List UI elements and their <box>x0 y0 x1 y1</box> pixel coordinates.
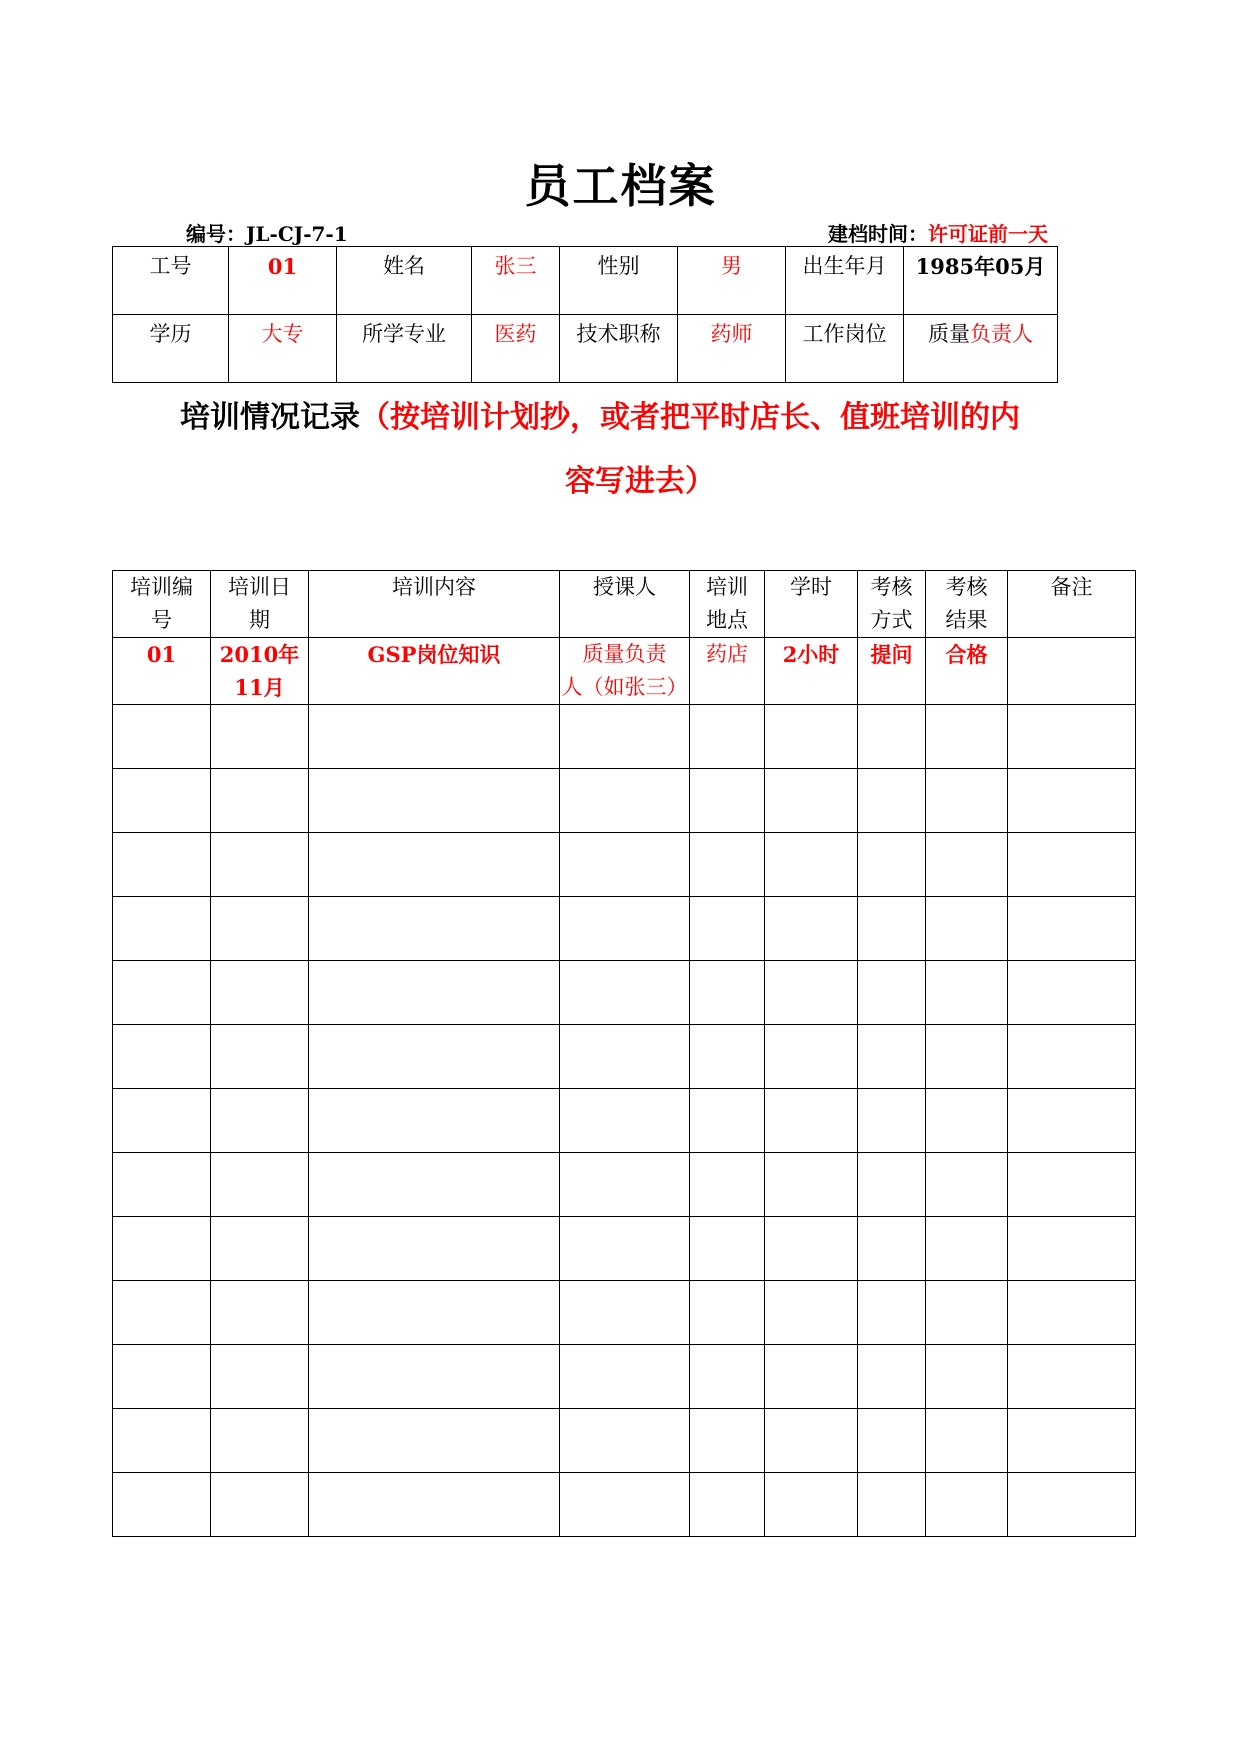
training-section-heading <box>180 386 1060 514</box>
training-number-cell[interactable] <box>113 1409 211 1473</box>
training-date-cell[interactable] <box>211 1153 309 1217</box>
training-number-cell[interactable] <box>113 897 211 961</box>
training-number-cell[interactable] <box>113 705 211 769</box>
job-post-value-black: 质量 <box>928 322 970 346</box>
training-date-line1: 2010年 <box>219 642 300 667</box>
trainer-cell[interactable] <box>560 1025 690 1089</box>
training-content-cell[interactable] <box>309 769 560 833</box>
training-number-cell[interactable] <box>113 1089 211 1153</box>
assessment-result-cell[interactable] <box>926 1217 1008 1281</box>
remarks-cell[interactable] <box>1008 1217 1136 1281</box>
training-hours-cell[interactable] <box>765 897 858 961</box>
trainer-line1: 质量负责 <box>582 642 667 666</box>
assessment-method-cell[interactable] <box>858 1089 926 1153</box>
training-content-cell[interactable]: GSP岗位知识 <box>309 638 560 705</box>
header-remarks <box>1008 571 1136 638</box>
training-content-cell[interactable] <box>309 1153 560 1217</box>
trainer-cell[interactable] <box>560 897 690 961</box>
file-date-label: 建档时间： <box>828 222 928 246</box>
header-assessment-result <box>926 571 1008 638</box>
table-row <box>113 1153 1136 1217</box>
header-assessment-method <box>858 571 926 638</box>
trainer-cell[interactable] <box>560 1473 690 1537</box>
training-content-cell[interactable] <box>309 961 560 1025</box>
trainer-cell[interactable] <box>560 1409 690 1473</box>
assessment-result-cell[interactable]: 合格 <box>926 638 1008 705</box>
training-hours-cell[interactable]: 2小时 <box>765 638 858 705</box>
assessment-method-cell[interactable] <box>858 1473 926 1537</box>
training-hours-cell[interactable] <box>765 1089 858 1153</box>
assessment-method-cell[interactable] <box>858 1153 926 1217</box>
assessment-result-cell[interactable] <box>926 833 1008 897</box>
header-training-place-line: 培训 <box>706 575 748 599</box>
table-row <box>113 1409 1136 1473</box>
table-row <box>113 833 1136 897</box>
job-post-label: 工作岗位 <box>786 315 904 383</box>
training-hours-cell[interactable] <box>765 833 858 897</box>
training-date-cell[interactable] <box>211 1345 309 1409</box>
document-code-label: 编号： <box>186 222 246 246</box>
trainer-cell[interactable] <box>560 1345 690 1409</box>
training-place-cell[interactable] <box>690 705 765 769</box>
header-assessment-method-line: 考核 <box>870 575 913 599</box>
assessment-method-cell[interactable] <box>858 961 926 1025</box>
remarks-cell[interactable] <box>1008 833 1136 897</box>
training-hours-cell[interactable] <box>765 1473 858 1537</box>
training-number-cell[interactable] <box>113 1153 211 1217</box>
trainer-cell[interactable] <box>560 1153 690 1217</box>
training-place-cell[interactable] <box>690 833 765 897</box>
header-training-date-line: 期 <box>249 608 270 632</box>
document-code <box>186 218 348 247</box>
header-training-date <box>211 571 309 638</box>
remarks-cell[interactable] <box>1008 638 1136 705</box>
training-place-cell[interactable] <box>690 1345 765 1409</box>
training-place-cell[interactable] <box>690 1025 765 1089</box>
training-hours-cell[interactable] <box>765 1153 858 1217</box>
table-row <box>113 638 1136 705</box>
training-hours-cell[interactable] <box>765 705 858 769</box>
name-value[interactable]: 张三 <box>472 247 560 315</box>
training-number-cell[interactable] <box>113 1025 211 1089</box>
job-post-value[interactable] <box>904 315 1058 383</box>
header-training-place-line: 地点 <box>706 608 748 632</box>
trainer-line2: 人（如张三） <box>561 675 688 699</box>
assessment-result-cell[interactable] <box>926 1089 1008 1153</box>
header-assessment-result-line: 考核 <box>945 575 988 599</box>
assessment-method-cell[interactable] <box>858 1217 926 1281</box>
header-training-hours <box>765 571 858 638</box>
training-date-cell[interactable] <box>211 1217 309 1281</box>
info-row <box>113 247 1058 315</box>
table-row <box>113 1473 1136 1537</box>
gender-label: 性别 <box>560 247 678 315</box>
training-hours-cell[interactable] <box>765 1345 858 1409</box>
training-content-cell[interactable] <box>309 1089 560 1153</box>
table-row <box>113 1345 1136 1409</box>
training-content-cell[interactable] <box>309 1345 560 1409</box>
assessment-result-cell[interactable] <box>926 897 1008 961</box>
assessment-result-cell[interactable] <box>926 705 1008 769</box>
training-date-cell[interactable] <box>211 1025 309 1089</box>
header-assessment-method-line: 方式 <box>870 608 913 632</box>
training-place-cell[interactable] <box>690 769 765 833</box>
professional-title-value[interactable]: 药师 <box>678 315 786 383</box>
remarks-cell[interactable] <box>1008 1281 1136 1345</box>
training-place-cell[interactable] <box>690 961 765 1025</box>
header-assessment-result-line: 结果 <box>945 608 988 632</box>
gender-value[interactable]: 男 <box>678 247 786 315</box>
assessment-method-cell[interactable] <box>858 1025 926 1089</box>
training-date-cell[interactable] <box>211 705 309 769</box>
header-training-hours-line: 学时 <box>790 575 832 599</box>
table-row <box>113 1089 1136 1153</box>
assessment-method-cell[interactable] <box>858 1345 926 1409</box>
assessment-result-cell[interactable] <box>926 1281 1008 1345</box>
training-number-cell[interactable] <box>113 833 211 897</box>
training-hours-cell[interactable] <box>765 1409 858 1473</box>
trainer-cell[interactable] <box>560 1281 690 1345</box>
assessment-method-cell[interactable] <box>858 1281 926 1345</box>
training-date-cell[interactable] <box>211 769 309 833</box>
assessment-method-cell[interactable] <box>858 705 926 769</box>
remarks-cell[interactable] <box>1008 1089 1136 1153</box>
remarks-cell[interactable] <box>1008 1345 1136 1409</box>
training-content-cell[interactable] <box>309 1409 560 1473</box>
trainer-cell[interactable] <box>560 638 690 705</box>
header-trainer-line: 授课人 <box>593 575 656 599</box>
training-heading-main: 培训情况记录 <box>180 400 360 435</box>
trainer-cell[interactable] <box>560 1217 690 1281</box>
header-remarks-line: 备注 <box>1050 575 1093 599</box>
training-place-cell[interactable] <box>690 1217 765 1281</box>
employee-number-label: 工号 <box>113 247 229 315</box>
assessment-result-cell[interactable] <box>926 1153 1008 1217</box>
training-number-cell[interactable]: 01 <box>113 638 211 705</box>
remarks-cell[interactable] <box>1008 769 1136 833</box>
remarks-cell[interactable] <box>1008 1473 1136 1537</box>
remarks-cell[interactable] <box>1008 705 1136 769</box>
major-label: 所学专业 <box>337 315 472 383</box>
training-number-cell[interactable] <box>113 1281 211 1345</box>
header-training-date-line: 培训日 <box>228 575 291 599</box>
assessment-method-cell[interactable]: 提问 <box>858 638 926 705</box>
table-row <box>113 1025 1136 1089</box>
birth-date-label: 出生年月 <box>786 247 904 315</box>
document-code-value: JL-CJ-7-1 <box>246 222 348 246</box>
training-date-cell[interactable] <box>211 833 309 897</box>
training-date-cell[interactable] <box>211 1473 309 1537</box>
education-label: 学历 <box>113 315 229 383</box>
training-hours-cell[interactable] <box>765 1281 858 1345</box>
job-post-value-red: 负责人 <box>970 322 1033 346</box>
training-content-cell[interactable] <box>309 705 560 769</box>
training-number-cell[interactable] <box>113 961 211 1025</box>
assessment-result-cell[interactable] <box>926 1025 1008 1089</box>
training-content-cell[interactable] <box>309 897 560 961</box>
header-training-number <box>113 571 211 638</box>
training-record-table <box>112 570 1136 1537</box>
training-content-cell[interactable] <box>309 833 560 897</box>
training-hours-cell[interactable] <box>765 769 858 833</box>
header-training-number-line: 培训编 <box>130 575 193 599</box>
remarks-cell[interactable] <box>1008 1153 1136 1217</box>
training-number-cell[interactable] <box>113 1217 211 1281</box>
table-row <box>113 705 1136 769</box>
table-row <box>113 1217 1136 1281</box>
header-training-content <box>309 571 560 638</box>
training-place-cell[interactable] <box>690 1153 765 1217</box>
training-hours-cell[interactable] <box>765 1025 858 1089</box>
file-date-value: 许可证前一天 <box>928 222 1048 246</box>
page-title: 员工档案 <box>524 159 717 213</box>
training-date-cell[interactable] <box>211 897 309 961</box>
table-header-row <box>113 571 1136 638</box>
training-heading-note-2: 容写进去） <box>565 464 715 499</box>
training-date-cell[interactable] <box>211 638 309 705</box>
assessment-method-cell[interactable] <box>858 833 926 897</box>
trainer-cell[interactable] <box>560 961 690 1025</box>
training-content-cell[interactable] <box>309 1281 560 1345</box>
employee-number-value[interactable]: 01 <box>229 247 337 315</box>
education-value[interactable]: 大专 <box>229 315 337 383</box>
training-date-line2: 11月 <box>234 675 285 700</box>
training-place-cell[interactable] <box>690 897 765 961</box>
assessment-result-cell[interactable] <box>926 1409 1008 1473</box>
training-place-cell[interactable] <box>690 1409 765 1473</box>
remarks-cell[interactable] <box>1008 1025 1136 1089</box>
header-training-content-line: 培训内容 <box>392 575 476 599</box>
info-row <box>113 315 1058 383</box>
assessment-method-cell[interactable] <box>858 897 926 961</box>
training-heading-note-1: （按培训计划抄，或者把平时店长、值班培训的内 <box>360 400 1020 435</box>
training-date-cell[interactable] <box>211 961 309 1025</box>
header-trainer <box>560 571 690 638</box>
assessment-result-cell[interactable] <box>926 1345 1008 1409</box>
training-content-cell[interactable] <box>309 1217 560 1281</box>
training-hours-cell[interactable] <box>765 1217 858 1281</box>
header-training-place <box>690 571 765 638</box>
training-place-cell[interactable] <box>690 1281 765 1345</box>
remarks-cell[interactable] <box>1008 1409 1136 1473</box>
trainer-cell[interactable] <box>560 705 690 769</box>
trainer-cell[interactable] <box>560 769 690 833</box>
assessment-result-cell[interactable] <box>926 1473 1008 1537</box>
training-content-cell[interactable] <box>309 1473 560 1537</box>
table-row <box>113 961 1136 1025</box>
file-date <box>828 218 1048 247</box>
remarks-cell[interactable] <box>1008 897 1136 961</box>
birth-date-value[interactable]: 1985年05月 <box>904 247 1058 315</box>
professional-title-label: 技术职称 <box>560 315 678 383</box>
assessment-method-cell[interactable] <box>858 769 926 833</box>
table-row <box>113 1281 1136 1345</box>
training-place-cell[interactable] <box>690 1473 765 1537</box>
table-row <box>113 769 1136 833</box>
header-training-number-line: 号 <box>151 608 172 632</box>
remarks-cell[interactable] <box>1008 961 1136 1025</box>
training-date-cell[interactable] <box>211 1409 309 1473</box>
trainer-cell[interactable] <box>560 1089 690 1153</box>
training-place-cell[interactable]: 药店 <box>690 638 765 705</box>
training-number-cell[interactable] <box>113 769 211 833</box>
training-date-cell[interactable] <box>211 1089 309 1153</box>
assessment-result-cell[interactable] <box>926 961 1008 1025</box>
assessment-result-cell[interactable] <box>926 769 1008 833</box>
trainer-cell[interactable] <box>560 833 690 897</box>
name-label: 姓名 <box>337 247 472 315</box>
employee-info-table <box>112 246 1058 383</box>
training-place-cell[interactable] <box>690 1089 765 1153</box>
training-date-cell[interactable] <box>211 1281 309 1345</box>
training-content-cell[interactable] <box>309 1025 560 1089</box>
assessment-method-cell[interactable] <box>858 1409 926 1473</box>
table-row <box>113 897 1136 961</box>
training-number-cell[interactable] <box>113 1473 211 1537</box>
training-hours-cell[interactable] <box>765 961 858 1025</box>
training-number-cell[interactable] <box>113 1345 211 1409</box>
major-value[interactable]: 医药 <box>472 315 560 383</box>
